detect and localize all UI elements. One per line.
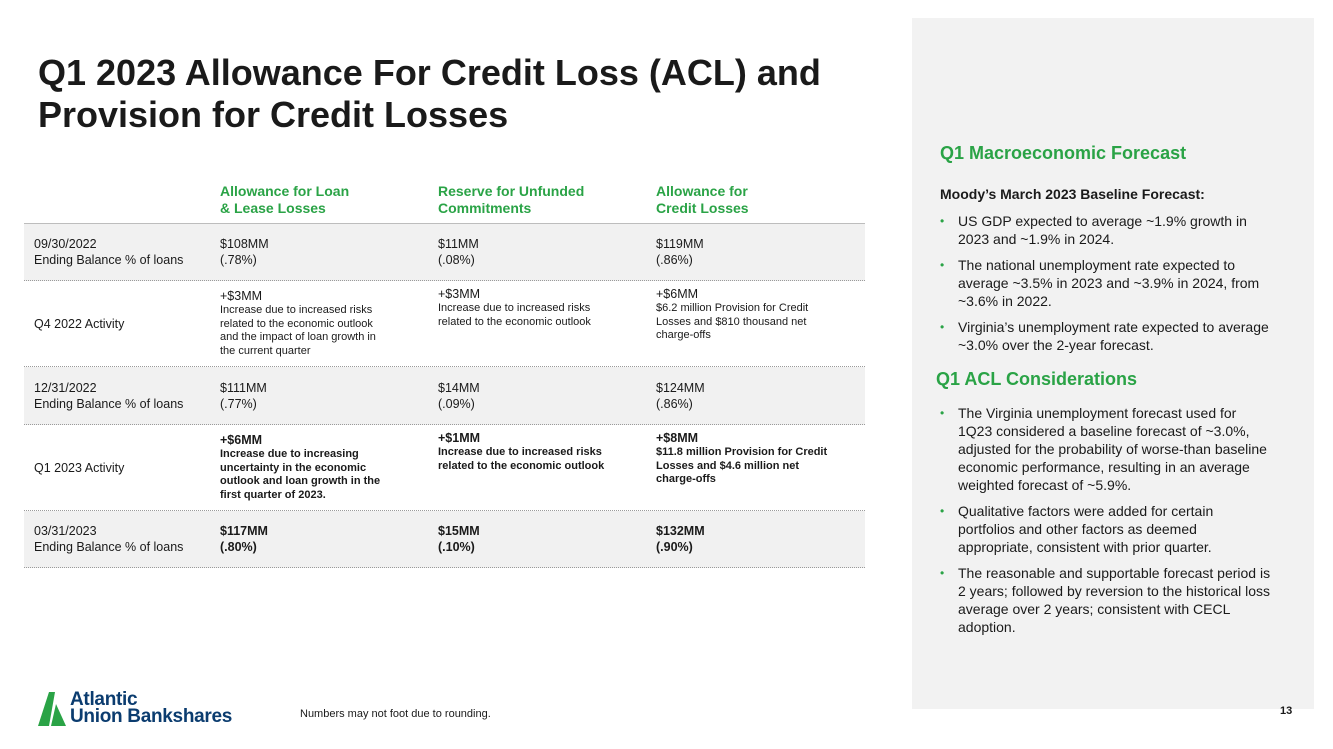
table-cell: [438, 367, 656, 424]
list-item: [940, 318, 1305, 354]
bullet-icon: •: [940, 566, 945, 580]
list-item: [940, 256, 1305, 310]
table-cell: [656, 281, 865, 366]
list-item: [940, 212, 1305, 248]
cell-value: $132MM: [656, 524, 705, 538]
cell-detail: the current quarter: [220, 344, 311, 357]
row-label: [24, 511, 220, 567]
bullet-icon: •: [940, 258, 945, 272]
row-label-date: 12/31/2022: [34, 380, 97, 395]
row-label-date: 03/31/2023: [34, 524, 97, 538]
bullet-text: The Virginia unemployment forecast used for: [958, 405, 1237, 421]
cell-value: +$1MM: [438, 431, 481, 445]
bullet-text: average ~3.5% in 2023 and ~3.9% in 2024, from: [958, 275, 1260, 291]
table-row-09-30-2022: [24, 224, 865, 281]
table-row-q1-2023-activity: [24, 425, 865, 511]
header-text: Allowance for Loan: [220, 183, 350, 199]
logo-text-line2: Union Bankshares: [70, 706, 233, 727]
table-cell: [220, 281, 438, 366]
cell-percent: (.08%): [438, 253, 475, 267]
footnote: Numbers may not foot due to rounding.: [300, 708, 491, 720]
bullet-text: adjusted for the probability of worse-than baseline: [958, 441, 1267, 457]
row-label-date: 09/30/2022: [34, 237, 97, 251]
header-reserve-unfunded: [438, 183, 656, 223]
page-title: [38, 52, 908, 136]
table-cell: [220, 511, 438, 567]
header-allowance-loan-lease: [220, 183, 438, 223]
macro-heading: Q1 Macroeconomic Forecast: [940, 143, 1187, 163]
acl-table: [24, 183, 865, 568]
table-cell: [220, 425, 438, 510]
table-cell: [438, 224, 656, 280]
header-text: Commitments: [438, 200, 532, 216]
header-text: & Lease Losses: [220, 200, 326, 216]
cell-value: +$3MM: [220, 289, 263, 303]
cell-detail: related to the economic outlook: [438, 459, 605, 472]
bullet-text: ~3.6% in 2022.: [958, 293, 1052, 309]
logo-text: [70, 691, 232, 725]
bullet-text: 1Q23 considered a baseline forecast of ~3.0%,: [958, 423, 1250, 439]
cell-percent: (.77%): [220, 396, 257, 411]
table-cell: [656, 367, 865, 424]
bullet-text: ~3.0% over the 2-year forecast.: [958, 337, 1154, 353]
cell-detail: first quarter of 2023.: [220, 488, 326, 501]
macro-bullet-list: [940, 212, 1305, 362]
bullet-text: adoption.: [958, 619, 1016, 635]
cell-percent: (.86%): [656, 396, 693, 411]
cell-detail: Losses and $4.6 million net: [656, 459, 800, 472]
row-label: [24, 281, 220, 366]
bullet-text: portfolios and other factors as deemed: [958, 521, 1197, 537]
bullet-icon: •: [940, 214, 945, 228]
cell-percent: (.78%): [220, 253, 257, 267]
cell-percent: (.80%): [220, 540, 257, 554]
header-text: Credit Losses: [656, 200, 749, 216]
row-label-desc: Ending Balance % of loans: [34, 540, 184, 554]
cell-percent: (.90%): [656, 540, 693, 554]
row-label-desc: Q4 2022 Activity: [34, 316, 125, 331]
acl-heading: Q1 ACL Considerations: [936, 369, 1138, 389]
bullet-text: Virginia’s unemployment rate expected to average: [958, 319, 1269, 335]
cell-value: $108MM: [220, 237, 269, 251]
header-text: Reserve for Unfunded: [438, 183, 585, 199]
cell-detail: $11.8 million Provision for Credit: [656, 446, 828, 458]
cell-value: +$6MM: [656, 287, 699, 301]
cell-value: $11MM: [438, 237, 479, 251]
cell-value: $14MM: [438, 380, 480, 395]
table-cell: [438, 425, 656, 510]
cell-percent: (.10%): [438, 540, 475, 554]
cell-percent: (.09%): [438, 396, 475, 411]
cell-detail: Increase due to increased risks: [220, 304, 373, 316]
logo-text-line1: Atlantic: [70, 689, 138, 710]
bullet-icon: •: [940, 320, 945, 334]
cell-value: +$8MM: [656, 431, 699, 445]
row-label-desc: Ending Balance % of loans: [34, 396, 184, 411]
cell-detail: uncertainty in the economic: [220, 461, 367, 474]
row-label-desc: Q1 2023 Activity: [34, 460, 125, 475]
table-cell: [656, 511, 865, 567]
table-cell: [438, 511, 656, 567]
list-item: [940, 502, 1305, 556]
cell-value: +$6MM: [220, 433, 263, 447]
macro-subheading: Moody’s March 2023 Baseline Forecast:: [940, 186, 1205, 202]
table-header: [24, 183, 865, 224]
cell-detail: $6.2 million Provision for Credit: [656, 302, 809, 314]
list-item: [940, 404, 1305, 494]
bullet-text: Qualitative factors were added for certain: [958, 503, 1214, 519]
cell-detail: Losses and $810 thousand net: [656, 315, 807, 328]
table-cell: [656, 224, 865, 280]
cell-detail: charge-offs: [656, 329, 711, 341]
table-row-03-31-2023: [24, 511, 865, 568]
company-logo: [38, 690, 232, 726]
bullet-text: 2 years; followed by reversion to the historical loss: [958, 583, 1271, 599]
bullet-text: economic performance, resulting in an average: [958, 459, 1250, 475]
cell-detail: and the impact of loan growth in: [220, 331, 376, 343]
page-title-line2: Provision for Credit Losses: [38, 94, 509, 135]
bullet-text: average over 2 years; consistent with CECL: [958, 601, 1231, 617]
bullet-text: appropriate, consistent with prior quarter.: [958, 539, 1212, 555]
bullet-icon: •: [940, 504, 945, 518]
bullet-text: The national unemployment rate expected to: [958, 257, 1236, 273]
cell-detail: charge-offs: [656, 473, 716, 485]
bullet-text: 2023 and ~1.9% in 2024.: [958, 231, 1115, 247]
row-label: [24, 425, 220, 510]
cell-value: $111MM: [220, 380, 267, 395]
cell-detail: outlook and loan growth in the: [220, 475, 381, 487]
bullet-text: US GDP expected to average ~1.9% growth in: [958, 213, 1247, 229]
cell-detail: Increase due to increased risks: [438, 302, 591, 314]
table-cell: [220, 367, 438, 424]
bullet-text: weighted forecast of ~5.9%.: [958, 477, 1132, 493]
cell-value: +$3MM: [438, 287, 481, 301]
cell-detail: related to the economic outlook: [438, 315, 591, 328]
cell-value: $119MM: [656, 237, 704, 251]
cell-value: $124MM: [656, 380, 705, 395]
row-label: [24, 367, 220, 424]
acl-bullet-list: [940, 404, 1305, 644]
bullet-text: The reasonable and supportable forecast period is: [958, 565, 1271, 581]
row-label-desc: Ending Balance % of loans: [34, 253, 184, 267]
table-cell: [656, 425, 865, 510]
table-row-q4-2022-activity: [24, 281, 865, 367]
logo-mark-icon: [38, 690, 66, 726]
row-label: [24, 224, 220, 280]
cell-detail: related to the economic outlook: [220, 317, 373, 330]
cell-percent: (.86%): [656, 253, 693, 267]
bullet-icon: •: [940, 406, 945, 420]
cell-value: $117MM: [220, 524, 268, 538]
page-number: 13: [1280, 705, 1293, 717]
cell-detail: Increase due to increasing: [220, 448, 359, 460]
cell-detail: Increase due to increased risks: [438, 446, 602, 458]
header-allowance-credit: [656, 183, 865, 223]
header-empty-cell: [24, 183, 220, 223]
page-title-line1: Q1 2023 Allowance For Credit Loss (ACL) and: [38, 52, 821, 93]
table-cell: [220, 224, 438, 280]
table-cell: [438, 281, 656, 366]
cell-value: $15MM: [438, 524, 480, 538]
list-item: [940, 564, 1305, 636]
header-text: Allowance for: [656, 183, 748, 199]
table-row-12-31-2022: [24, 367, 865, 425]
